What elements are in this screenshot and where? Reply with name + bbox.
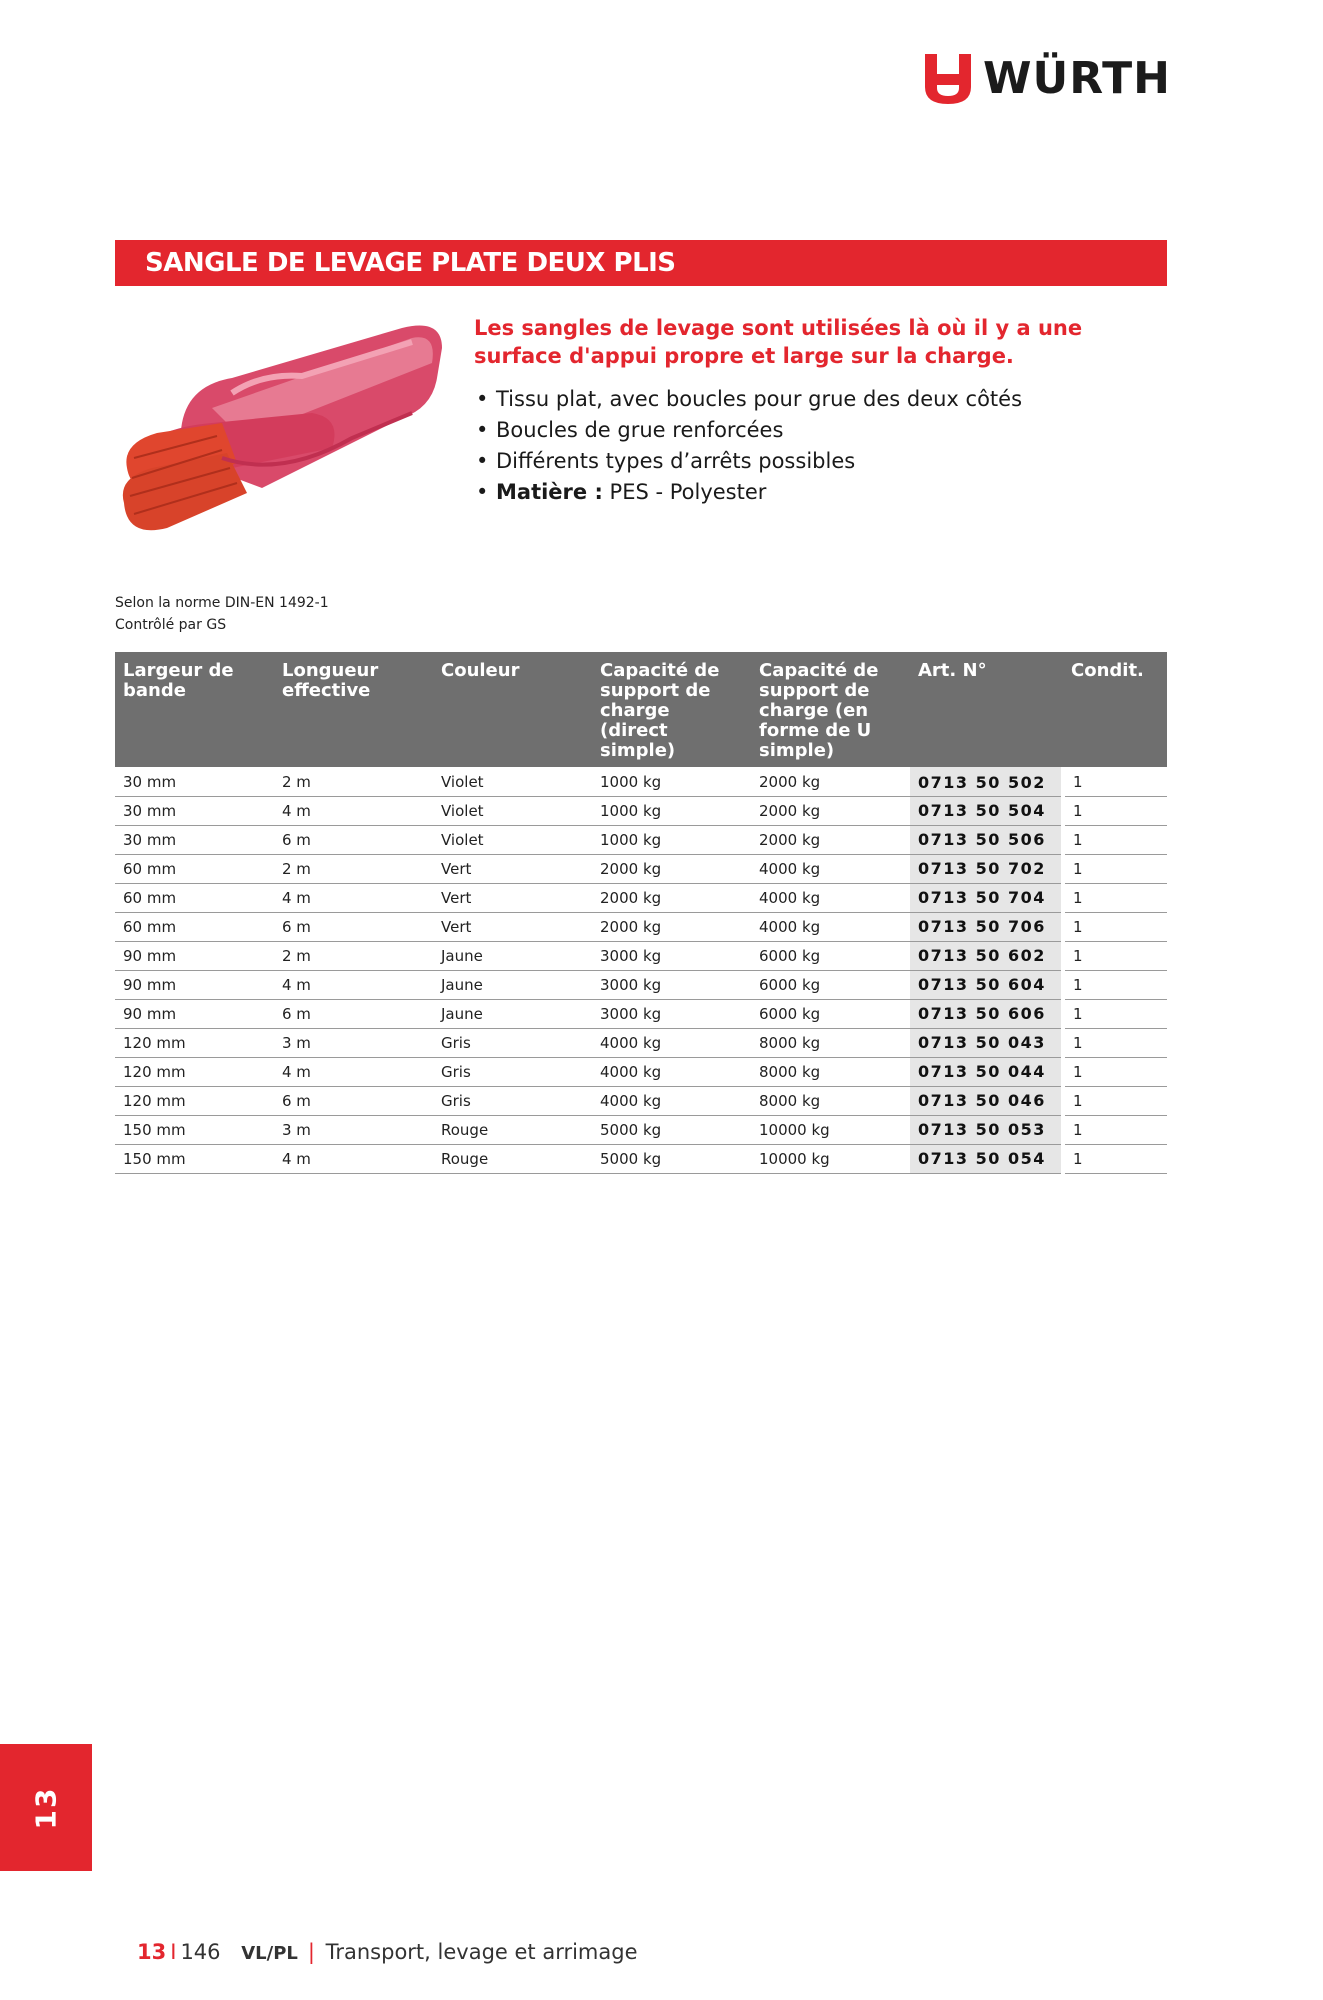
table-cell: Vert bbox=[433, 883, 592, 912]
article-number-cell: 0713 50 043 bbox=[910, 1028, 1063, 1057]
table-cell: 2000 kg bbox=[751, 825, 910, 854]
table-cell: Violet bbox=[433, 796, 592, 825]
table-cell: 2000 kg bbox=[592, 883, 751, 912]
article-number-cell: 0713 50 502 bbox=[910, 767, 1063, 796]
table-cell: 4 m bbox=[274, 1144, 433, 1173]
table-header-row bbox=[115, 652, 1167, 767]
section-title-bar bbox=[115, 240, 1167, 286]
table-cell: 2000 kg bbox=[592, 854, 751, 883]
table-cell: 6 m bbox=[274, 999, 433, 1028]
table-row bbox=[115, 970, 1167, 999]
table-cell: 1 bbox=[1063, 767, 1167, 796]
material-label: Matière : bbox=[496, 480, 603, 504]
page-total: 146 bbox=[180, 1940, 221, 1964]
table-cell: 4 m bbox=[274, 1057, 433, 1086]
wurth-logo bbox=[925, 52, 1171, 106]
footer-section: VL/PL bbox=[241, 1943, 298, 1964]
table-row bbox=[115, 825, 1167, 854]
table-row bbox=[115, 883, 1167, 912]
table-cell: 10000 kg bbox=[751, 1144, 910, 1173]
col-header: Art. N° bbox=[910, 652, 1063, 767]
table-cell: Vert bbox=[433, 912, 592, 941]
table-cell: 4000 kg bbox=[592, 1028, 751, 1057]
table-cell: Violet bbox=[433, 767, 592, 796]
col-header: Capacité de support de charge (en forme de U simple) bbox=[751, 652, 910, 767]
table-cell: 120 mm bbox=[115, 1028, 274, 1057]
article-number-cell: 0713 50 046 bbox=[910, 1086, 1063, 1115]
table-cell: 4 m bbox=[274, 796, 433, 825]
footer-separator: | bbox=[307, 1940, 315, 1964]
brand-name: WÜRTH bbox=[983, 53, 1172, 104]
product-intro bbox=[474, 314, 1174, 508]
table-cell: 1 bbox=[1063, 825, 1167, 854]
table-cell: 1 bbox=[1063, 970, 1167, 999]
table-cell: Gris bbox=[433, 1086, 592, 1115]
table-cell: 120 mm bbox=[115, 1086, 274, 1115]
table-cell: 8000 kg bbox=[751, 1057, 910, 1086]
col-header: Longueur effective bbox=[274, 652, 433, 767]
section-title: SANGLE DE LEVAGE PLATE DEUX PLIS bbox=[145, 248, 676, 278]
table-cell: 6000 kg bbox=[751, 941, 910, 970]
table-cell: 6 m bbox=[274, 912, 433, 941]
table-cell: 6000 kg bbox=[751, 970, 910, 999]
table-cell: 1 bbox=[1063, 1086, 1167, 1115]
table-row bbox=[115, 1144, 1167, 1173]
norm-line: Contrôlé par GS bbox=[115, 617, 227, 633]
feature-list bbox=[474, 384, 1174, 508]
table-row bbox=[115, 1086, 1167, 1115]
table-row bbox=[115, 1115, 1167, 1144]
page-footer bbox=[137, 1940, 638, 1964]
table-cell: 1 bbox=[1063, 883, 1167, 912]
table-cell: 90 mm bbox=[115, 999, 274, 1028]
table-cell: 10000 kg bbox=[751, 1115, 910, 1144]
page-separator: I bbox=[170, 1940, 177, 1964]
table-cell: 6 m bbox=[274, 1086, 433, 1115]
table-cell: 120 mm bbox=[115, 1057, 274, 1086]
table-cell: 150 mm bbox=[115, 1115, 274, 1144]
table-cell: 1 bbox=[1063, 796, 1167, 825]
table-cell: 4000 kg bbox=[751, 854, 910, 883]
article-number-cell: 0713 50 506 bbox=[910, 825, 1063, 854]
table-row bbox=[115, 941, 1167, 970]
table-cell: 90 mm bbox=[115, 941, 274, 970]
table-cell: 4000 kg bbox=[592, 1057, 751, 1086]
table-cell: Jaune bbox=[433, 970, 592, 999]
table-cell: 4000 kg bbox=[751, 912, 910, 941]
table-cell: 4000 kg bbox=[751, 883, 910, 912]
material-value: PES - Polyester bbox=[602, 480, 767, 504]
feature-item: • Tissu plat, avec boucles pour grue des deux côtés bbox=[474, 384, 1174, 415]
article-number-cell: 0713 50 044 bbox=[910, 1057, 1063, 1086]
table-cell: 1 bbox=[1063, 1144, 1167, 1173]
table-cell: Gris bbox=[433, 1057, 592, 1086]
table-cell: Vert bbox=[433, 854, 592, 883]
table-cell: 1 bbox=[1063, 941, 1167, 970]
table-cell: Violet bbox=[433, 825, 592, 854]
table-cell: Gris bbox=[433, 1028, 592, 1057]
table-cell: 60 mm bbox=[115, 883, 274, 912]
table-cell: 3000 kg bbox=[592, 941, 751, 970]
table-cell: 60 mm bbox=[115, 854, 274, 883]
feature-item: • Boucles de grue renforcées bbox=[474, 415, 1174, 446]
table-cell: 5000 kg bbox=[592, 1144, 751, 1173]
norm-notes bbox=[115, 592, 329, 636]
table-cell: 150 mm bbox=[115, 1144, 274, 1173]
table-cell: 3 m bbox=[274, 1115, 433, 1144]
article-number-cell: 0713 50 704 bbox=[910, 883, 1063, 912]
table-cell: Rouge bbox=[433, 1144, 592, 1173]
table-cell: 90 mm bbox=[115, 970, 274, 999]
table-row bbox=[115, 912, 1167, 941]
table-cell: 1 bbox=[1063, 854, 1167, 883]
table-cell: 1 bbox=[1063, 1115, 1167, 1144]
col-header: Couleur bbox=[433, 652, 592, 767]
table-cell: 2000 kg bbox=[751, 796, 910, 825]
table-cell: 2 m bbox=[274, 767, 433, 796]
table-cell: 6000 kg bbox=[751, 999, 910, 1028]
table-cell: 5000 kg bbox=[592, 1115, 751, 1144]
table-cell: 1000 kg bbox=[592, 767, 751, 796]
table-row bbox=[115, 1028, 1167, 1057]
table-cell: 30 mm bbox=[115, 825, 274, 854]
table-cell: 1000 kg bbox=[592, 825, 751, 854]
col-header: Capacité de support de charge (direct simple) bbox=[592, 652, 751, 767]
table-cell: 4 m bbox=[274, 970, 433, 999]
table-cell: Rouge bbox=[433, 1115, 592, 1144]
feature-item: • Différents types d’arrêts possibles bbox=[474, 446, 1174, 477]
table-cell: 30 mm bbox=[115, 796, 274, 825]
table-cell: 1 bbox=[1063, 1028, 1167, 1057]
table-cell: 2 m bbox=[274, 941, 433, 970]
article-number-cell: 0713 50 053 bbox=[910, 1115, 1063, 1144]
table-cell: 4 m bbox=[274, 883, 433, 912]
footer-chapter: Transport, levage et arrimage bbox=[325, 1940, 638, 1964]
article-number-cell: 0713 50 606 bbox=[910, 999, 1063, 1028]
table-cell: 3 m bbox=[274, 1028, 433, 1057]
table-cell: 1 bbox=[1063, 999, 1167, 1028]
table-cell: 3000 kg bbox=[592, 999, 751, 1028]
wurth-logo-mark-icon bbox=[925, 54, 971, 104]
table-cell: 2 m bbox=[274, 854, 433, 883]
table-cell: 30 mm bbox=[115, 767, 274, 796]
table-cell: 4000 kg bbox=[592, 1086, 751, 1115]
table-cell: 1000 kg bbox=[592, 796, 751, 825]
table-cell: 3000 kg bbox=[592, 970, 751, 999]
table-row bbox=[115, 767, 1167, 796]
table-cell: 60 mm bbox=[115, 912, 274, 941]
table-cell: 1 bbox=[1063, 1057, 1167, 1086]
table-row bbox=[115, 1057, 1167, 1086]
table-cell: 8000 kg bbox=[751, 1086, 910, 1115]
table-row bbox=[115, 796, 1167, 825]
material-item bbox=[474, 477, 1174, 508]
col-header: Condit. bbox=[1063, 652, 1167, 767]
chapter-tab-number: 13 bbox=[29, 1786, 63, 1829]
norm-line: Selon la norme DIN-EN 1492-1 bbox=[115, 595, 329, 611]
article-number-cell: 0713 50 604 bbox=[910, 970, 1063, 999]
table-cell: 6 m bbox=[274, 825, 433, 854]
chapter-tab bbox=[0, 1744, 92, 1871]
spec-table bbox=[115, 652, 1167, 1174]
table-body bbox=[115, 767, 1167, 1173]
table-cell: Jaune bbox=[433, 999, 592, 1028]
table-cell: 1 bbox=[1063, 912, 1167, 941]
article-number-cell: 0713 50 504 bbox=[910, 796, 1063, 825]
table-cell: 2000 kg bbox=[751, 767, 910, 796]
table-row bbox=[115, 999, 1167, 1028]
article-number-cell: 0713 50 702 bbox=[910, 854, 1063, 883]
lead-text: Les sangles de levage sont utilisées là où il y a une surface d'appui propre et large sur la charge. bbox=[474, 316, 1083, 368]
table-cell: 2000 kg bbox=[592, 912, 751, 941]
article-number-cell: 0713 50 602 bbox=[910, 941, 1063, 970]
table-row bbox=[115, 854, 1167, 883]
table-cell: 8000 kg bbox=[751, 1028, 910, 1057]
article-number-cell: 0713 50 054 bbox=[910, 1144, 1063, 1173]
article-number-cell: 0713 50 706 bbox=[910, 912, 1063, 941]
page-number: 13 bbox=[137, 1940, 167, 1964]
table-cell: Jaune bbox=[433, 941, 592, 970]
lifting-sling-image bbox=[112, 318, 462, 550]
col-header: Largeur de bande bbox=[115, 652, 274, 767]
